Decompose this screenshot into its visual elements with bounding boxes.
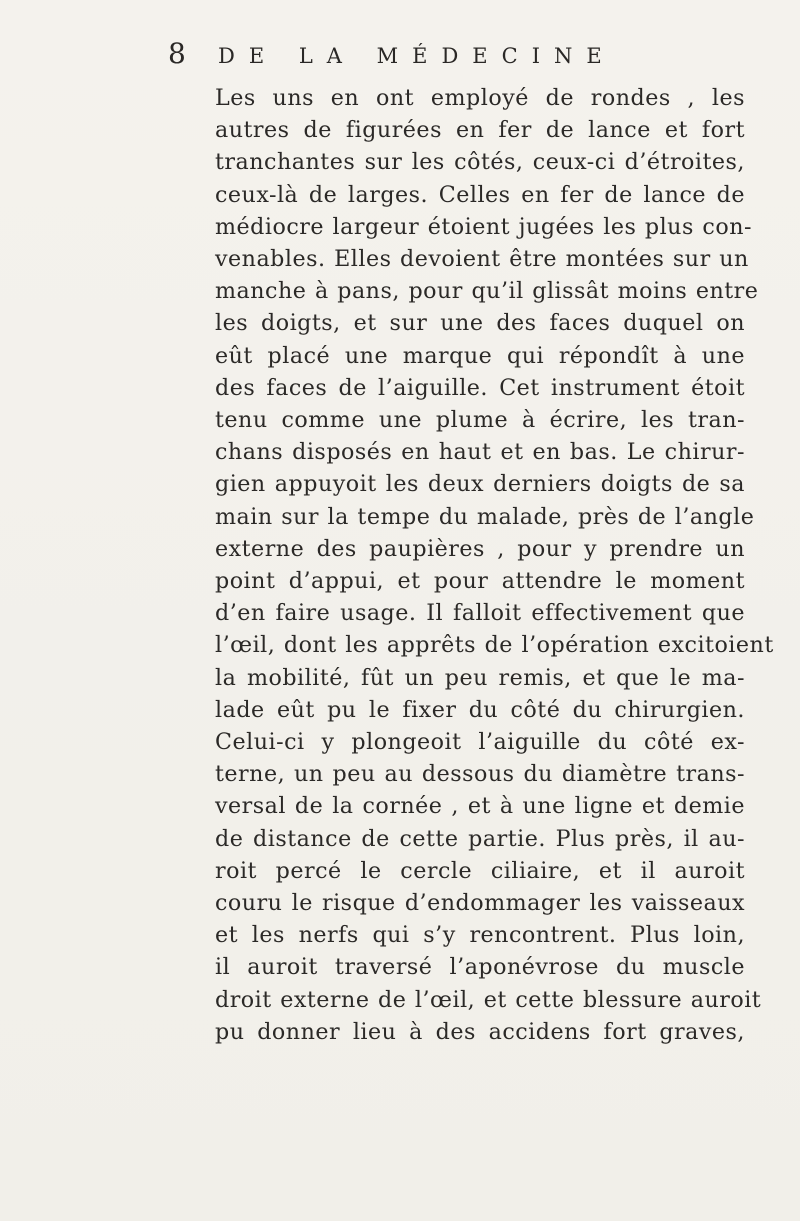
text-line: roit percé le cercle ciliaire, et il auroit (215, 857, 745, 884)
text-line: les doigts, et sur une des faces duquel on (215, 310, 745, 337)
text-line: médiocre largeur étoient jugées les plus con- (215, 213, 752, 240)
text-line: Celui-ci y plongeoit l’aiguille du côté ex- (215, 729, 745, 756)
text-line: il auroit traversé l’aponévrose du muscle (215, 954, 745, 981)
text-line: manche à pans, pour qu’il glissât moins entre (215, 278, 759, 305)
text-line: terne, un peu au dessous du diamètre trans- (215, 761, 745, 788)
text-line: la mobilité, fût un peu remis, et que le ma- (215, 664, 745, 691)
text-line: autres de figurées en fer de lance et fort (215, 117, 745, 144)
running-head: DE LA MÉDECINE (218, 44, 616, 68)
text-line: tenu comme une plume à écrire, les tran- (215, 407, 745, 434)
text-line: point d’appui, et pour attendre le moment (215, 568, 745, 595)
text-line: Les uns en ont employé de rondes , les (215, 85, 745, 111)
text-line: droit externe de l’œil, et cette blessure auroit (215, 986, 762, 1013)
text-line: couru le risque d’endommager les vaisseaux (215, 890, 745, 917)
text-line: tranchantes sur les côtés, ceux-ci d’étroites, (215, 149, 745, 176)
text-line: externe des paupières , pour y prendre un (215, 535, 745, 562)
text-line: chans disposés en haut et en bas. Le chirur- (215, 439, 745, 466)
text-line: d’en faire usage. Il falloit effectivement que (215, 600, 745, 627)
text-line: et les nerfs qui s’y rencontrent. Plus loin, (215, 922, 745, 949)
text-line: eût placé une marque qui répondît à une (215, 342, 745, 369)
text-line: ceux-là de larges. Celles en fer de lance de (215, 181, 745, 208)
text-line: des faces de l’aiguille. Cet instrument étoit (215, 374, 745, 401)
text-line: de distance de cette partie. Plus près, il au- (215, 825, 745, 852)
text-line: venables. Elles devoient être montées sur un (215, 246, 749, 273)
body-text (215, 82, 774, 1048)
page-number: 8 (168, 37, 186, 70)
text-line: main sur la tempe du malade, près de l’angle (215, 503, 755, 530)
text-line: versal de la cornée , et à une ligne et demie (215, 793, 745, 820)
page-header (168, 38, 728, 78)
text-line: lade eût pu le fixer du côté du chirurgien. (215, 696, 745, 723)
text-line: pu donner lieu à des accidens fort graves, (215, 1018, 745, 1045)
text-line: gien appuyoit les deux derniers doigts de sa (215, 471, 745, 498)
text-line: l’œil, dont les apprêts de l’opération excitoient (215, 632, 774, 659)
